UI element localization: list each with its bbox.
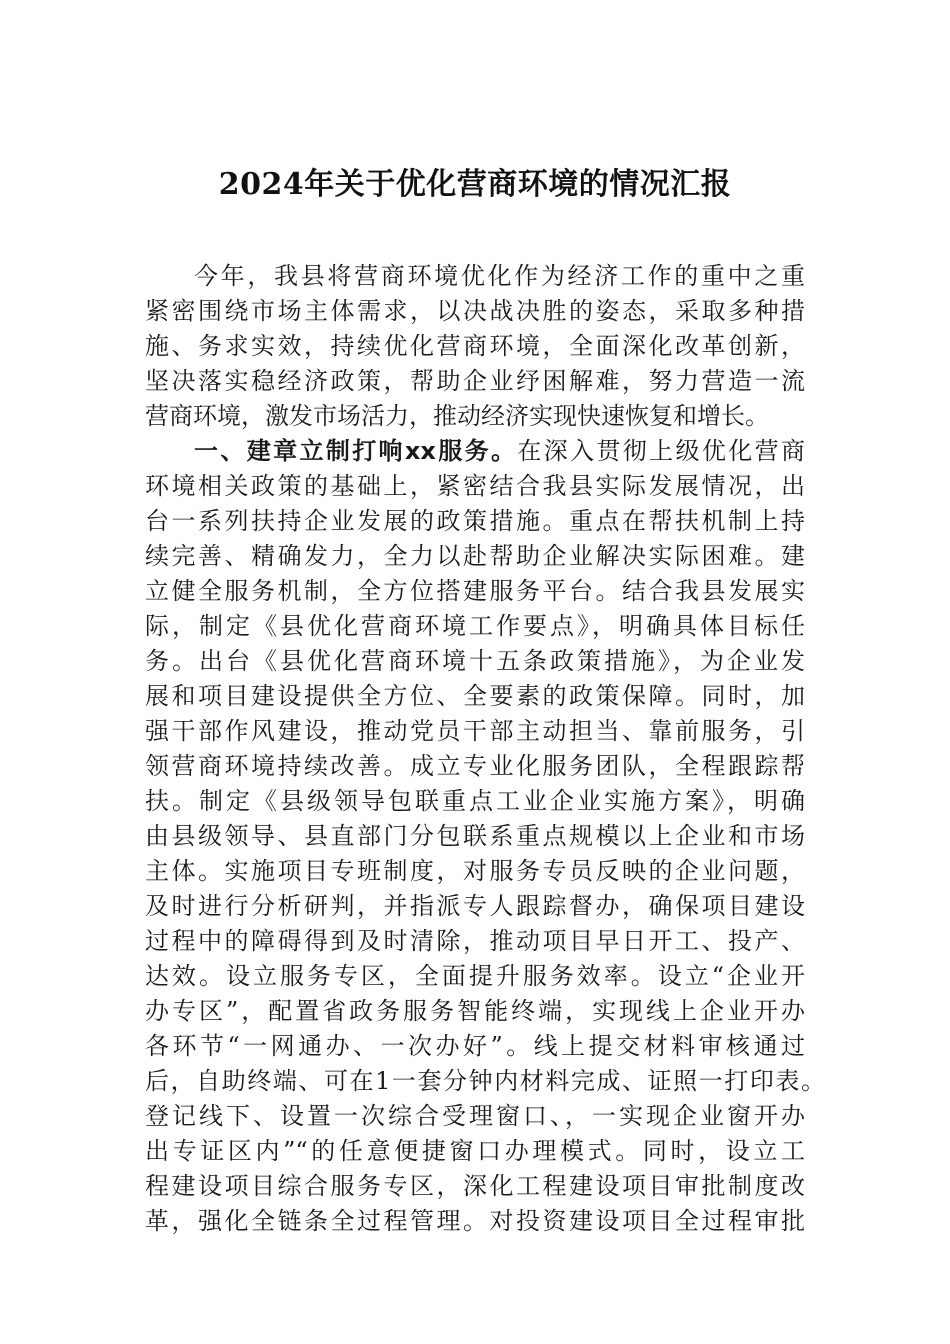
paragraph-2-line: 扶。制定《县级领导包联重点工业企业实施方案》，明确 <box>145 787 805 815</box>
paragraph-2-line: 由县级领导、县直部门分包联系重点规模以上企业和市场 <box>145 822 805 850</box>
paragraph-1-line-3: 施、务求实效，持续优化营商环境，全面深化改革创新， <box>145 332 805 360</box>
paragraph-2-line: 出专证区内”“的任意便捷窗口办理模式。同时，设立工 <box>145 1137 805 1165</box>
section-1-heading: 一、建章立制打响xx服务。 <box>194 437 518 465</box>
paragraph-1-line-1: 今年，我县将营商环境优化作为经济工作的重中之重 <box>194 262 805 290</box>
paragraph-2-line: 领营商环境持续改善。成立专业化服务团队，全程跟踪帮 <box>145 752 805 780</box>
document-title: 2024年关于优化营商环境的情况汇报 <box>218 167 732 202</box>
paragraph-2-line: 及时进行分析研判，并指派专人跟踪督办，确保项目建设 <box>145 892 805 920</box>
paragraph-1-line-4: 坚决落实稳经济政策，帮助企业纾困解难，努力营造一流 <box>145 367 805 395</box>
paragraph-2-line: 登记线下、设置一次综合受理窗口、，一实现企业窗开办 <box>145 1102 805 1130</box>
paragraph-2-line: 展和项目建设提供全方位、全要素的政策保障。同时，加 <box>145 682 805 710</box>
paragraph-2-line: 务。出台《县优化营商环境十五条政策措施》，为企业发 <box>145 647 805 675</box>
paragraph-2-line: 办专区”，配置省政务服务智能终端，实现线上企业开办 <box>145 997 805 1025</box>
paragraph-2-line: 际，制定《县优化营商环境工作要点》，明确具体目标任 <box>145 612 805 640</box>
paragraph-2-line: 过程中的障碍得到及时清除，推动项目早日开工、投产、 <box>145 927 805 955</box>
paragraph-2-line: 强干部作风建设，推动党员干部主动担当、靠前服务，引 <box>145 717 805 745</box>
paragraph-2-line: 达效。设立服务专区，全面提升服务效率。设立“企业开 <box>145 962 805 990</box>
paragraph-2-line: 各环节“一网通办、一次办好”。线上提交材料审核通过 <box>145 1032 805 1060</box>
paragraph-2-line: 主体。实施项目专班制度，对服务专员反映的企业问题， <box>145 857 805 885</box>
paragraph-2-line: 革，强化全链条全过程管理。对投资建设项目全过程审批 <box>145 1207 805 1235</box>
paragraph-2-line: 台一系列扶持企业发展的政策措施。重点在帮扶机制上持 <box>145 507 805 535</box>
paragraph-2-line: 续完善、精确发力，全力以赴帮助企业解决实际困难。建 <box>145 542 805 570</box>
paragraph-2-line: 后，自助终端、可在1一套分钟内材料完成、证照一打印表。 <box>145 1067 825 1095</box>
paragraph-1-line-5: 营商环境，激发市场活力，推动经济实现快速恢复和增长。 <box>145 402 769 430</box>
paragraph-1-line-2: 紧密围绕市场主体需求，以决战决胜的姿态，采取多种措 <box>145 297 805 325</box>
paragraph-2-line: 环境相关政策的基础上，紧密结合我县实际发展情况，出 <box>145 472 805 500</box>
paragraph-2-line: 立健全服务机制，全方位搭建服务平台。结合我县发展实 <box>145 577 805 605</box>
section-1-first-line <box>194 431 805 471</box>
section-1-first-line-text: 在深入贯彻上级优化营商 <box>517 437 805 465</box>
paragraph-2-line: 程建设项目综合服务专区，深化工程建设项目审批制度改 <box>145 1172 805 1200</box>
